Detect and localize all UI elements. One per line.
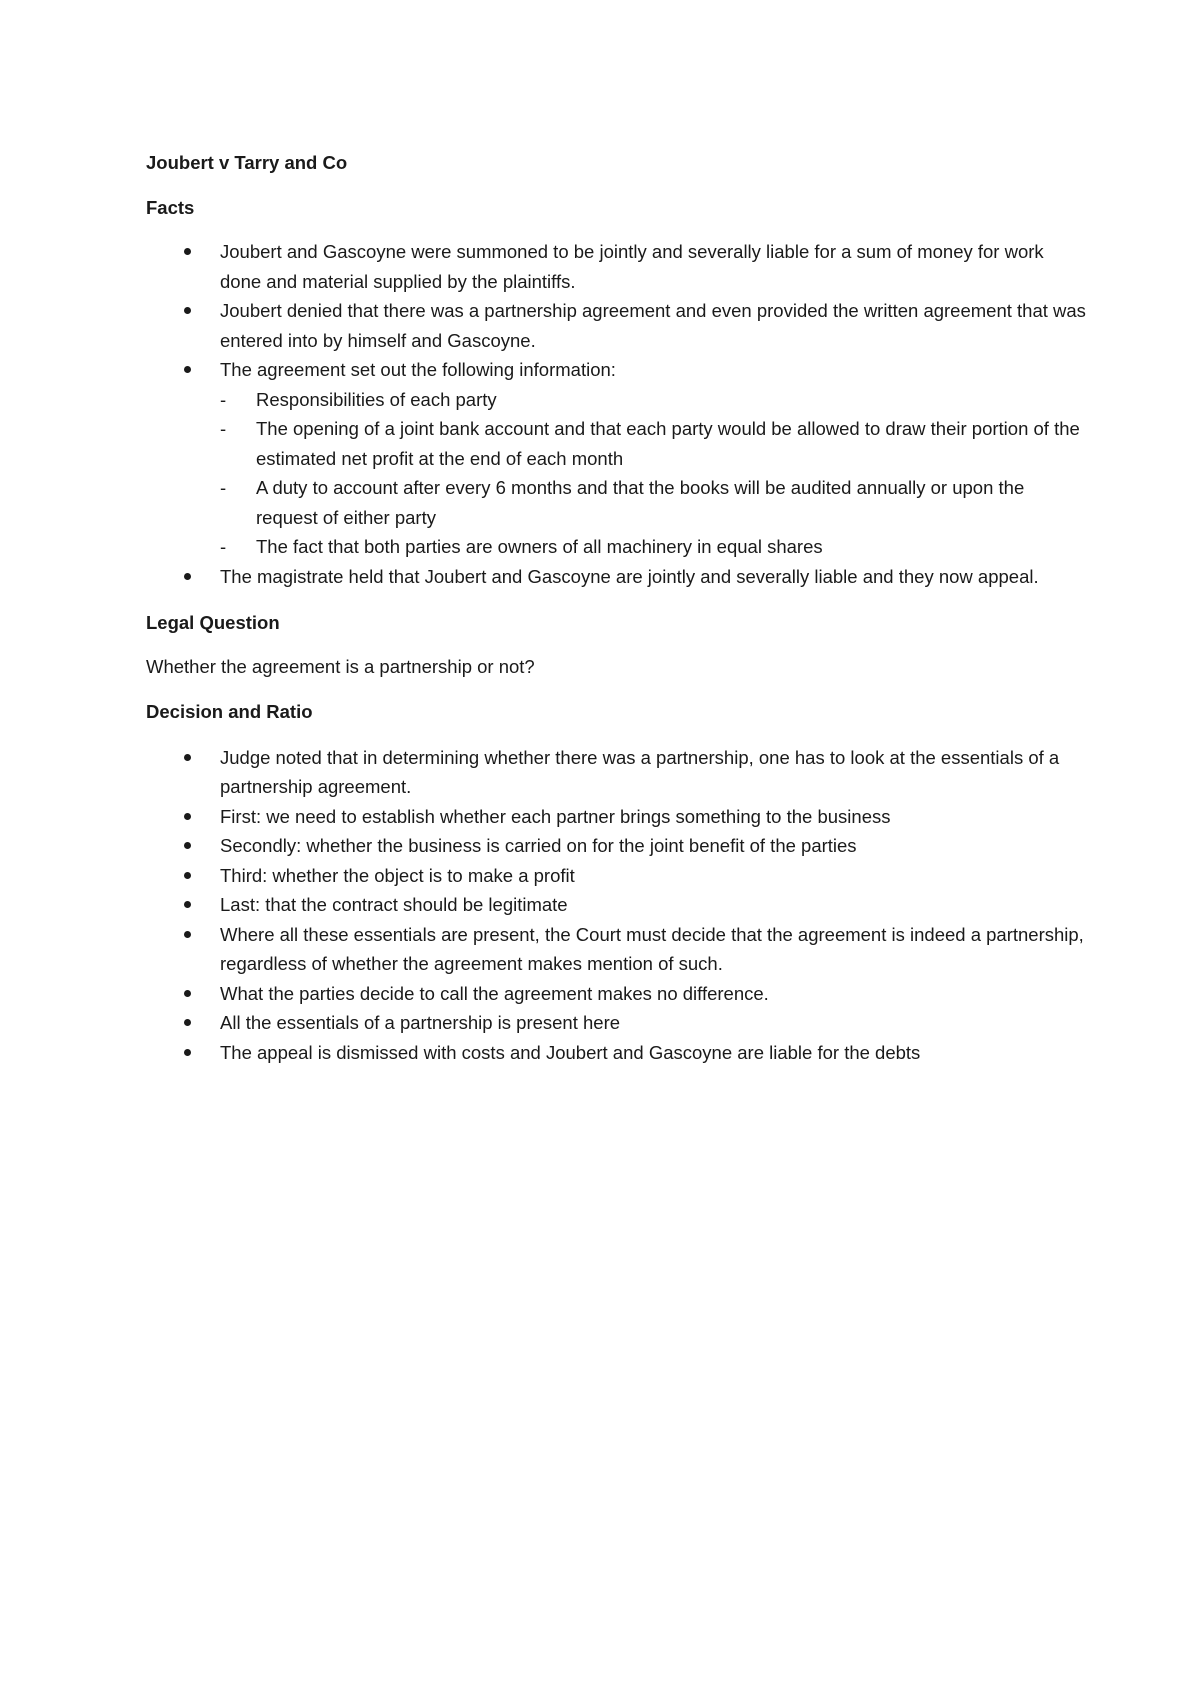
list-item bbox=[146, 1038, 1086, 1068]
bullet-icon bbox=[184, 1019, 191, 1026]
bullet-icon bbox=[184, 813, 191, 820]
list-item bbox=[146, 1008, 1086, 1038]
list-item-text: Joubert and Gascoyne were summoned to be jointly and severally liable for a sum of money for work done and material supplied by the plaintiffs. bbox=[220, 241, 1044, 292]
case-title: Joubert v Tarry and Co bbox=[146, 152, 348, 173]
bullet-icon bbox=[184, 990, 191, 997]
bullet-icon bbox=[184, 842, 191, 849]
bullet-icon bbox=[184, 248, 191, 255]
sub-list-item bbox=[220, 414, 1086, 473]
facts-list bbox=[146, 237, 1086, 591]
legal-question-text: Whether the agreement is a partnership or not? bbox=[146, 655, 535, 677]
list-item-text: Third: whether the object is to make a profit bbox=[220, 864, 575, 886]
sub-list-item bbox=[220, 385, 1086, 415]
facts-heading: Facts bbox=[146, 196, 195, 218]
list-item-text: Joubert denied that there was a partnership agreement and even provided the written agreement that was entered into by himself and Gascoyne. bbox=[220, 300, 1086, 351]
list-item-text: What the parties decide to call the agreement makes no difference. bbox=[220, 982, 769, 1004]
bullet-icon bbox=[184, 872, 191, 879]
list-item-text: All the essentials of a partnership is present here bbox=[220, 1012, 621, 1033]
bullet-icon bbox=[184, 1049, 191, 1056]
sub-list-item-text: Responsibilities of each party bbox=[256, 388, 497, 410]
bullet-icon bbox=[184, 901, 191, 908]
list-item bbox=[146, 861, 1086, 891]
bullet-icon bbox=[184, 754, 191, 761]
document-body bbox=[146, 148, 1086, 1067]
bullet-icon bbox=[184, 307, 191, 314]
dash-icon: - bbox=[220, 477, 227, 498]
agreement-terms-list bbox=[220, 385, 1086, 562]
list-item-text: First: we need to establish whether each partner brings something to the business bbox=[220, 805, 891, 827]
decision-heading: Decision and Ratio bbox=[146, 701, 313, 722]
list-item-text: Last: that the contract should be legitimate bbox=[220, 894, 568, 915]
list-item-text: Where all these essentials are present, the Court must decide that the agreement is indeed a partnership, regardless of whether the agreement makes mention of such. bbox=[220, 923, 1084, 974]
list-item-text: The magistrate held that Joubert and Gascoyne are jointly and severally liable and they now appeal. bbox=[220, 565, 1039, 587]
sub-list-item-text: A duty to account after every 6 months and that the books will be audited annually or upon the request of either party bbox=[256, 477, 1025, 528]
list-item bbox=[146, 355, 1086, 562]
bullet-icon bbox=[184, 573, 191, 580]
list-item bbox=[146, 831, 1086, 861]
legal-question-heading: Legal Question bbox=[146, 612, 280, 633]
dash-icon: - bbox=[220, 388, 227, 410]
bullet-icon bbox=[184, 931, 191, 938]
sub-list-item bbox=[220, 532, 1086, 562]
decision-list bbox=[146, 743, 1086, 1068]
list-item-text: Secondly: whether the business is carried on for the joint benefit of the parties bbox=[220, 835, 857, 856]
list-item bbox=[146, 920, 1086, 979]
bullet-icon bbox=[184, 366, 191, 373]
list-item bbox=[146, 237, 1086, 296]
list-item-text: The agreement set out the following information: bbox=[220, 359, 616, 380]
dash-icon: - bbox=[220, 536, 227, 557]
list-item bbox=[146, 802, 1086, 832]
list-item bbox=[146, 743, 1086, 802]
list-item bbox=[146, 979, 1086, 1009]
list-item-text: The appeal is dismissed with costs and Joubert and Gascoyne are liable for the debts bbox=[220, 1041, 921, 1063]
list-item bbox=[146, 296, 1086, 355]
list-item-text: Judge noted that in determining whether there was a partnership, one has to look at the essentials of a partnership agreement. bbox=[220, 746, 1060, 797]
sub-list-item bbox=[220, 473, 1086, 532]
list-item bbox=[146, 890, 1086, 920]
sub-list-item-text: The fact that both parties are owners of all machinery in equal shares bbox=[256, 536, 823, 557]
dash-icon: - bbox=[220, 418, 227, 439]
list-item bbox=[146, 562, 1086, 592]
sub-list-item-text: The opening of a joint bank account and that each party would be allowed to draw their portion of the estimated net profit at the end of each month bbox=[256, 418, 1080, 469]
